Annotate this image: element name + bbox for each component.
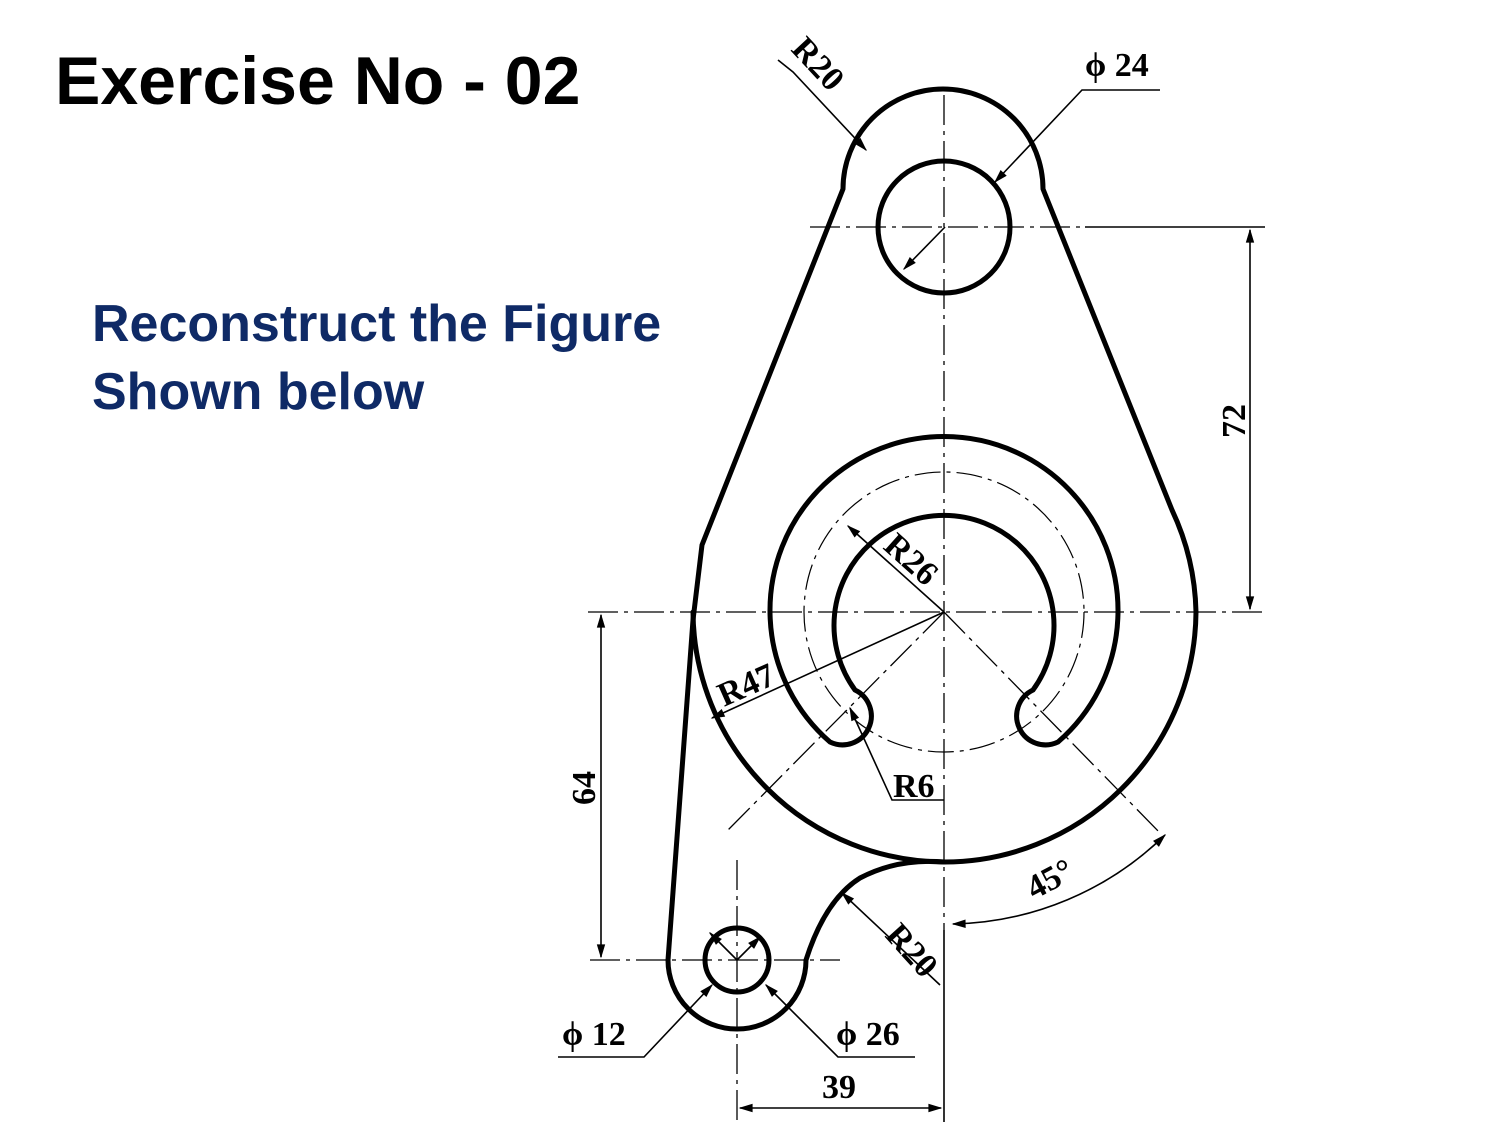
exercise-title: Exercise No - 02 bbox=[55, 43, 581, 119]
label-r47: R47 bbox=[712, 656, 781, 715]
label-64: 64 bbox=[566, 771, 603, 805]
label-r26: R26 bbox=[876, 526, 945, 594]
label-r20-bottom: R20 bbox=[878, 916, 945, 985]
label-72: 72 bbox=[1216, 404, 1253, 438]
label-phi12: ϕ 12 bbox=[562, 1016, 626, 1053]
label-39: 39 bbox=[822, 1069, 856, 1106]
label-phi26: ϕ 26 bbox=[836, 1016, 900, 1053]
instructions-line-2: Shown below bbox=[92, 363, 425, 421]
label-45-deg: 45° bbox=[1020, 852, 1080, 908]
leader-phi24 bbox=[904, 227, 945, 269]
label-r6: R6 bbox=[893, 768, 935, 805]
label-phi24: ϕ 24 bbox=[1085, 47, 1149, 84]
label-r20-top: R20 bbox=[784, 30, 852, 99]
instructions-line-1: Reconstruct the Figure bbox=[92, 295, 662, 353]
